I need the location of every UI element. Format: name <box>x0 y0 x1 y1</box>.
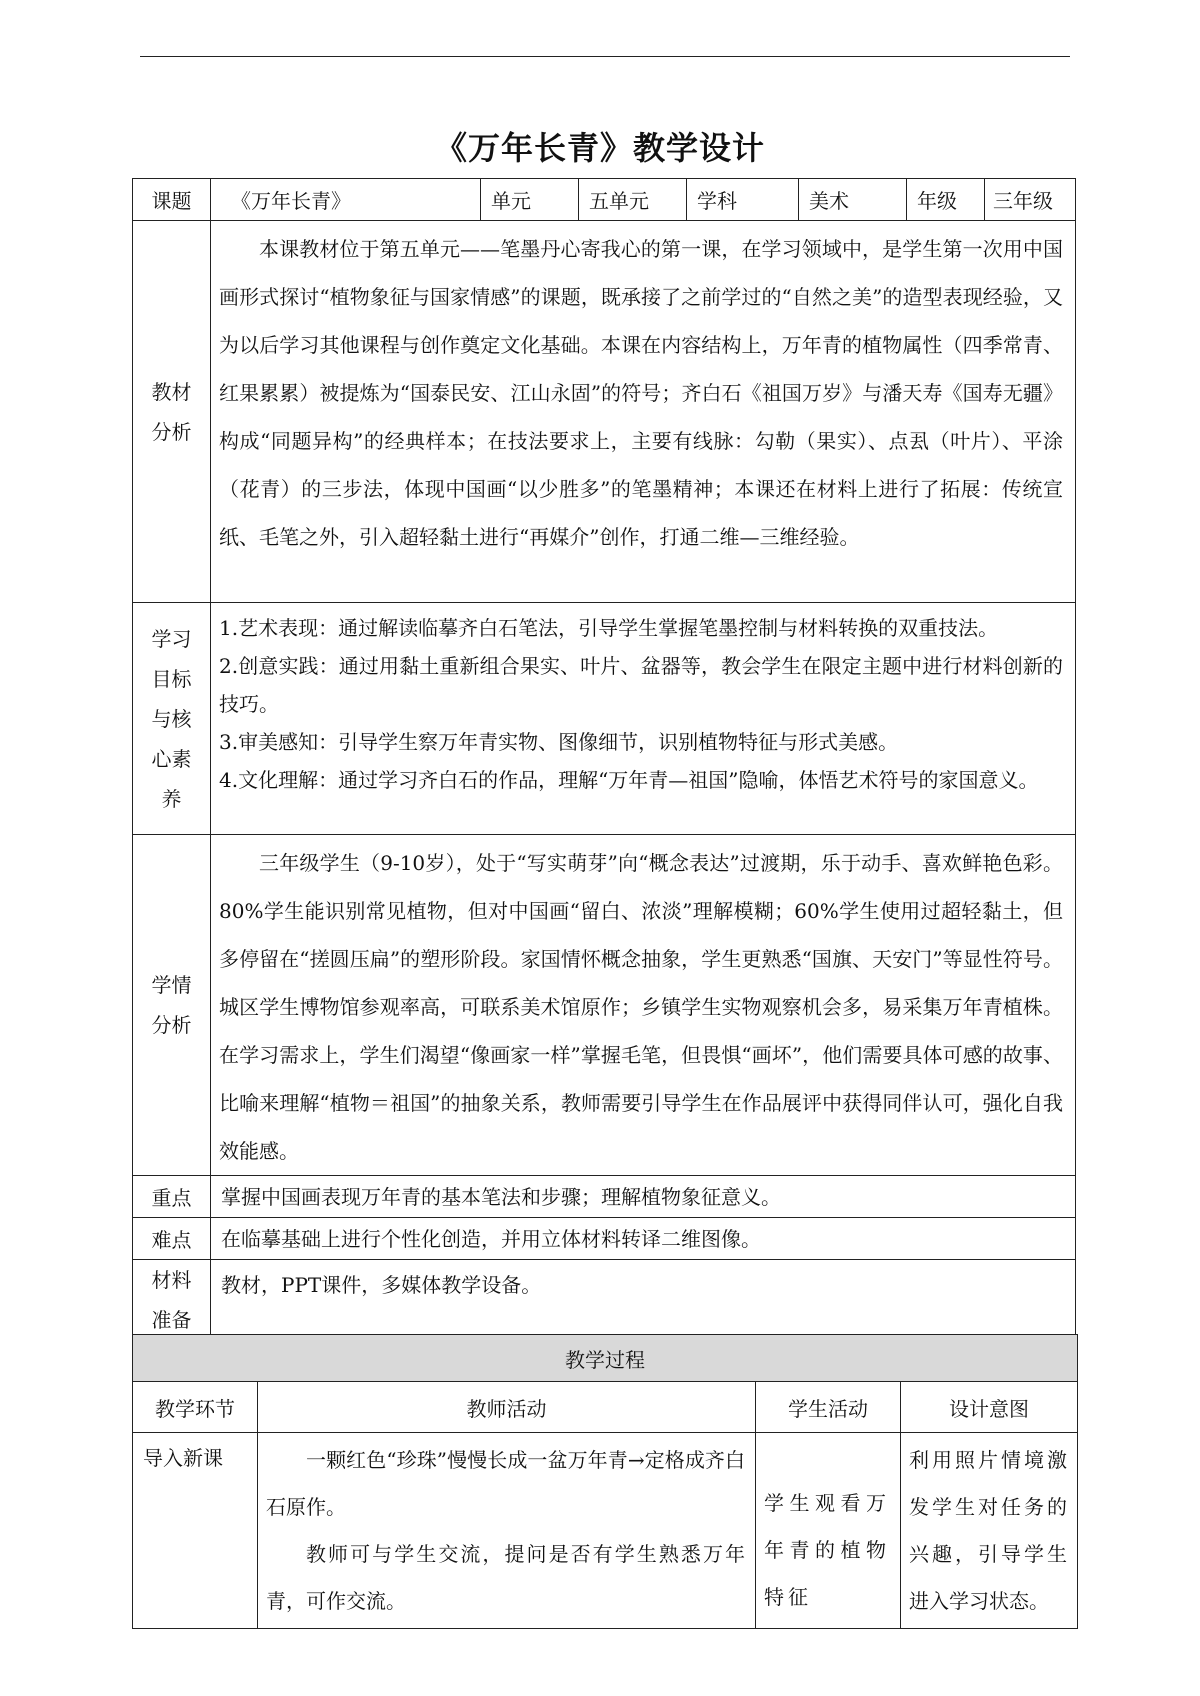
header-design-intent: 设计意图 <box>901 1382 1078 1433</box>
header-rule <box>140 56 1070 57</box>
teacher-activity-cell <box>258 1433 756 1629</box>
topic-value: 《万年长青》 <box>211 179 481 221</box>
material-analysis-text: 本课教材位于第五单元——笔墨丹心寄我心的第一课，在学习领域中，是学生第一次用中国画形式探讨“植物象征与国家情感”的课题，既承接了之前学过的“自然之美”的造型表现经验，又为以后学习其他课程与创作奠定文化基础。本课在内容结构上，万年青的植物属性（四季常青、红果累累）被提炼为“国泰民安、江山永固”的符号；齐白石《祖国万岁》与潘天寿《国寿无疆》构成“同题异构”的经典样本；在技法要求上，主要有线脉：勾勒（果实）、点厾（叶片）、平涂（花青）的三步法，体现中国画“以少胜多”的笔墨精神；本课还在材料上进行了拓展：传统宣纸、毛笔之外，引入超轻黏土进行“再媒介”创作，打通二维—三维经验。 <box>211 221 1076 603</box>
material-analysis-label: 教材分析 <box>133 221 211 603</box>
learner-analysis-text: 三年级学生（9-10岁），处于“写实萌芽”向“概念表达”过渡期，乐于动手、喜欢鲜艳色彩。80%学生能识别常见植物，但对中国画“留白、浓淡”理解模糊；60%学生使用过超轻黏土，但多停留在“搓圆压扁”的塑形阶段。家国情怀概念抽象，学生更熟悉“国旗、天安门”等显性符号。城区学生博物馆参观率高，可联系美术馆原作；乡镇学生实物观察机会多，易采集万年青植株。在学习需求上，学生们渴望“像画家一样”掌握毛笔，但畏惧“画坏”，他们需要具体可感的故事、比喻来理解“植物＝祖国”的抽象关系，教师需要引导学生在作品展评中获得同伴认可，强化自我效能感。 <box>211 835 1076 1176</box>
document-title: 《万年长青》教学设计 <box>434 129 765 167</box>
objective-item: 3.审美感知：引导学生察万年青实物、图像细节，识别植物特征与形式美感。 <box>219 730 899 754</box>
subject-value: 美术 <box>799 179 907 221</box>
teaching-process-table <box>132 1334 1078 1629</box>
topic-label: 课题 <box>133 179 211 221</box>
teacher-activity-para: 一颗红色“珍珠”慢慢长成一盆万年青→定格成齐白石原作。 <box>266 1448 745 1519</box>
design-intent-cell: 利用照片情境激发学生对任务的兴趣，引导学生进入学习状态。 <box>901 1433 1078 1629</box>
difficulty-label: 难点 <box>133 1218 211 1260</box>
key-point-row <box>133 1176 1076 1218</box>
unit-value: 五单元 <box>579 179 687 221</box>
key-point-label: 重点 <box>133 1176 211 1218</box>
objective-item: 2.创意实践：通过用黏土重新组合果实、叶片、盆器等，教会学生在限定主题中进行材料创新的技巧。 <box>219 654 1063 716</box>
info-row <box>133 179 1076 221</box>
key-point-text: 掌握中国画表现万年青的基本笔法和步骤；理解植物象征意义。 <box>211 1176 1076 1218</box>
teacher-activity-para: 教师可与学生交流，提问是否有学生熟悉万年青，可作交流。 <box>266 1542 745 1613</box>
unit-label: 单元 <box>481 179 579 221</box>
materials-row <box>133 1260 1076 1341</box>
subject-label: 学科 <box>687 179 799 221</box>
process-band-title: 教学过程 <box>133 1335 1078 1382</box>
materials-text: 教材，PPT课件，多媒体教学设备。 <box>211 1260 1076 1341</box>
grade-value: 三年级 <box>985 179 1076 221</box>
grade-label: 年级 <box>907 179 985 221</box>
objectives-list <box>211 603 1076 835</box>
objective-item: 1.艺术表现：通过解读临摹齐白石笔法，引导学生掌握笔墨控制与材料转换的双重技法。 <box>219 616 999 640</box>
materials-label: 材料准备 <box>133 1260 211 1341</box>
difficulty-row <box>133 1218 1076 1260</box>
objective-item: 4.文化理解：通过学习齐白石的作品，理解“万年青—祖国”隐喻，体悟艺术符号的家国意义。 <box>219 768 1039 792</box>
header-stage: 教学环节 <box>133 1382 258 1433</box>
header-student-activity: 学生活动 <box>756 1382 901 1433</box>
learner-analysis-label: 学情分析 <box>133 835 211 1176</box>
stage-cell: 导入新课 <box>133 1433 258 1629</box>
process-row <box>133 1433 1078 1629</box>
process-header-row <box>133 1382 1078 1433</box>
header-teacher-activity: 教师活动 <box>258 1382 756 1433</box>
lesson-info-table <box>132 178 1076 1341</box>
objectives-label: 学习目标与核心素养 <box>133 603 211 835</box>
learner-analysis-row <box>133 835 1076 1176</box>
student-activity-cell: 学生观看万年青的植物特征 <box>756 1433 901 1629</box>
difficulty-text: 在临摹基础上进行个性化创造，并用立体材料转译二维图像。 <box>211 1218 1076 1260</box>
process-band-row <box>133 1335 1078 1382</box>
material-analysis-row <box>133 221 1076 603</box>
objectives-row <box>133 603 1076 835</box>
